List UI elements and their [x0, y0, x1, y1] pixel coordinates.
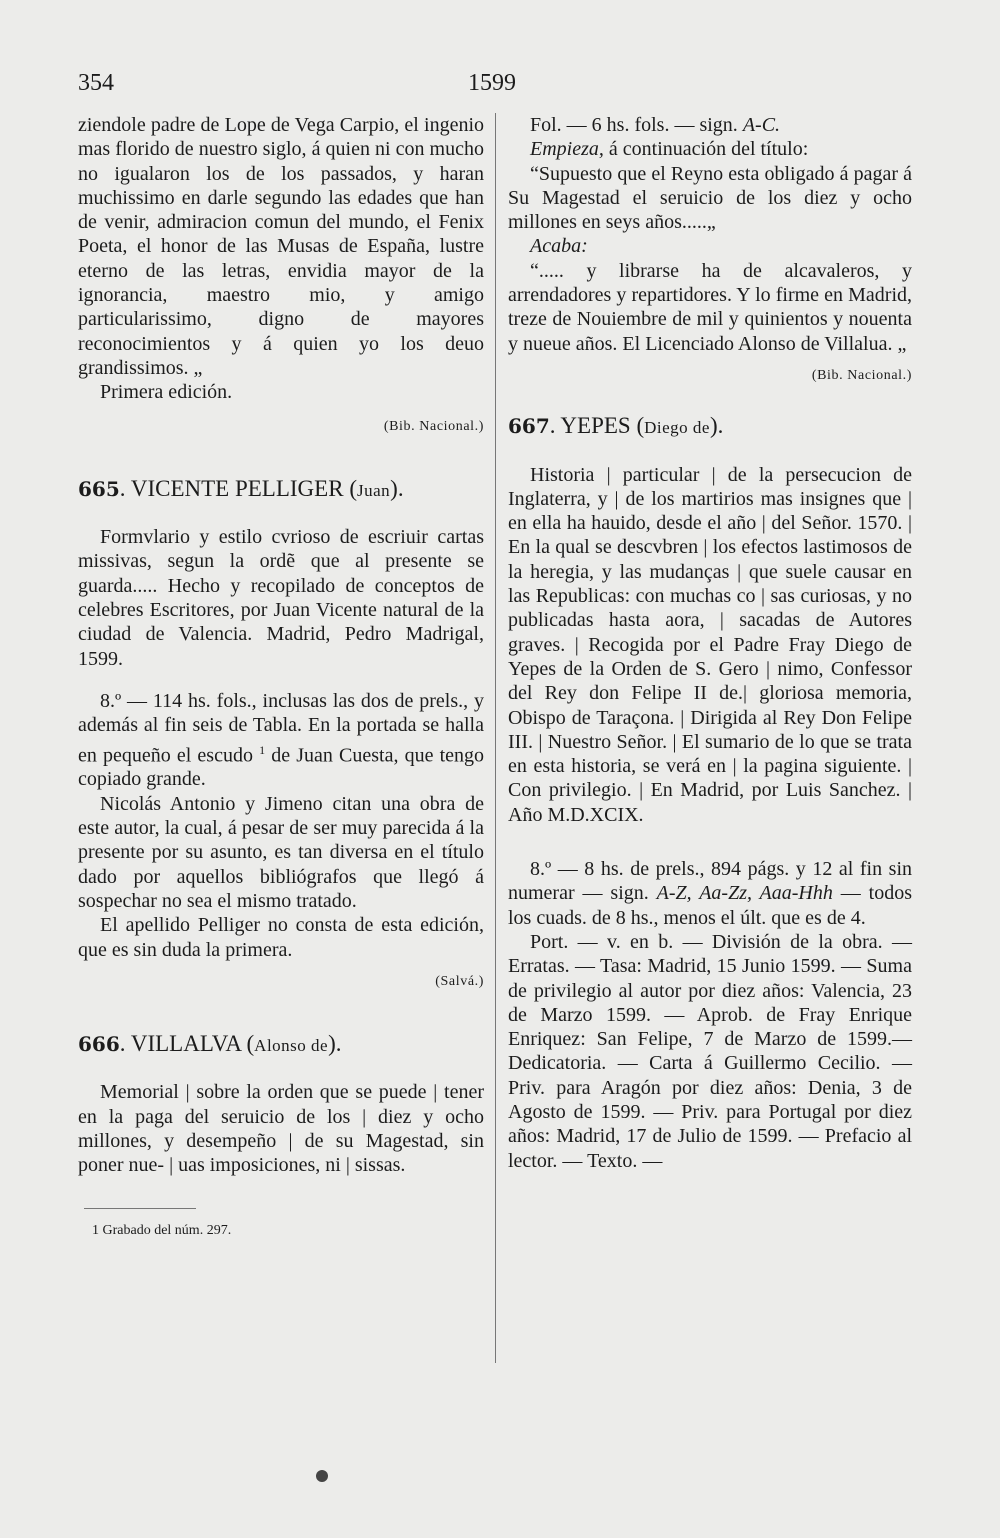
- entry-description: [508, 857, 912, 930]
- page-number: 354: [78, 70, 114, 96]
- edition-note: Primera edición.: [100, 381, 233, 404]
- page-header: [78, 70, 912, 106]
- description-text: 8.º — 8 hs. de prels., 894 págs. y 12 al fin sin numerar — sign.: [508, 858, 912, 905]
- entry-number: 667: [508, 414, 550, 439]
- description-tail: de Juan Cuesta, que tengo copiado grande.: [78, 744, 485, 791]
- explicit-quote: “..... y librarse ha de alcavaleros, y arrendadores y repartidores. Y lo firme en Madrid, treze de Nouiembre de mil y quinientos y nouenta y nueue años. El Licenciado Alonso de Villalua. „: [508, 259, 912, 355]
- incipit-label: Empieza,: [530, 138, 604, 161]
- running-head-year: 1599: [468, 70, 516, 96]
- entry-note: El apellido Pelliger no consta de esta edición, que es sin duda la primera.: [78, 914, 484, 961]
- author-given-name: Alonso de: [254, 1036, 329, 1056]
- author-given-name: Juan: [356, 480, 391, 500]
- entry-description: [78, 689, 484, 792]
- author-surname: VILLALVA: [130, 1031, 241, 1057]
- entry-title: Memorial | sobre la orden que se puede | tener en la paga del seruicio de los | diez y ocho millones, y desempeño | de su Magestad, sin poner nue- | uas imposiciones, ni | sissas.: [78, 1081, 484, 1177]
- entry-heading-667: 667. YEPES (Diego de).: [508, 413, 724, 439]
- source-citation: (Bib. Nacional.): [383, 418, 484, 434]
- incipit-quote: “Supuesto que el Reyno esta obligado á pagar á Su Magestad el seruicio de los diez y ocho millones en seys años.....„: [508, 162, 912, 234]
- description-text: 8.º — 114 hs. fols., inclusas las dos de prels., y además al fin seis de Tabla. En la portada se halla en pequeño el escudo: [78, 689, 484, 767]
- source-citation: (Bib. Nacional.): [811, 367, 912, 383]
- description-tail: — todos los cuads. de 8 hs., menos el últ. que es de 4.: [508, 882, 913, 929]
- entry-heading-666: 666. VILLALVA (Alonso de).: [78, 1031, 342, 1057]
- entry-title: Historia | particular | de la persecucion de Inglaterra, y | de los martirios mas insignes que | en ella ha hauido, desde el año | del Señor. 1570. | En la qual se descvbren | los efectos lastimosos de la heregia, y las mudanças | que suele causar en las Republicas: con muchas co | sas curiosas, y no publicadas hasta aora, | sacadas de Autores graves. | Recogida por el Padre Fray Diego de Yepes de la Orden de S. Gero | nimo, Confessor del Rey don Felipe II de.| gloriosa memoria, Obispo de Taraçona. | Dirigida al Rey Don Felipe III. | Nuestro Señor. | El sumario de lo que se trata en esta historia, se verá en | la pagina siguiente. | Con privilegio. | En Madrid, por Luis Sanchez. | Año M.D.XCIX.: [508, 463, 912, 826]
- explicit-label: Acaba:: [530, 235, 588, 258]
- entry-title: Formvlario y estilo cvrioso de escriuir cartas missivas, segun la ordẽ que al presente se guarda..... Hecho y recopilado de conceptos de celebres Escritores, por Juan Vicente natural de la ciudad de Valencia. Madrid, Pedro Madrigal, 1599.: [78, 526, 484, 670]
- author-given-name: Diego de: [644, 418, 710, 438]
- footnote-ref: 1: [259, 742, 266, 757]
- right-column: [508, 113, 912, 1173]
- footnote-rule: [84, 1208, 196, 1209]
- signature-range: A-Z, Aa-Zz, Aaa-Hhh: [656, 882, 833, 905]
- entry-contents: Port. — v. en b. — División de la obra. — Erratas. — Tasa: Madrid, 15 Junio 1599. — Suma de privilegio al autor por diez años: Valencia, 23 de Marzo 1599. — Aprob. de Fray Enrique Enriquez: San Felipe, 7 de Marzo de 1599.—Dedicatoria. — Carta á Guillermo Cecilio. — Priv. para Aragón por diez años: Denia, 3 de Agosto de 1599. — Priv. para Portugal por diez años: Madrid, 17 de Julio de 1599. — Prefacio al lector. — Texto. —: [508, 930, 912, 1172]
- signature-range: A-C.: [742, 114, 781, 136]
- left-column: [78, 113, 484, 1243]
- author-surname: YEPES: [560, 413, 631, 439]
- entry-number: 666: [78, 1032, 120, 1057]
- entry-number: 665: [78, 476, 120, 501]
- incipit: [508, 137, 912, 161]
- column-divider: [495, 113, 496, 1363]
- footnote: 1 Grabado del núm. 297.: [92, 1222, 232, 1238]
- entry-note: Nicolás Antonio y Jimeno citan una obra de este autor, la cual, á pesar de ser muy parecida á la presente por su asunto, es tan diversa en el título dado por aquellos bibliógrafos que llegó á sospechar no sea el mismo tratado.: [78, 792, 484, 912]
- description-text: Fol. — 6 hs. fols. — sign.: [530, 114, 738, 136]
- continued-description: [508, 113, 912, 137]
- incipit-intro: á continuación del título:: [608, 138, 809, 161]
- source-citation: (Salvá.): [435, 973, 484, 989]
- author-surname: VICENTE PELLIGER: [130, 475, 344, 501]
- entry-heading-665: 665. VICENTE PELLIGER (Juan).: [78, 475, 404, 501]
- ink-blot: [316, 1470, 328, 1482]
- continued-text: ziendole padre de Lope de Vega Carpio, el ingenio mas florido de nuestro siglo, á quien ni con mucho no igualaron los de los passados, y haran muchissimo en darle segundo las edades que han de venir, admiracion comun del mundo, el Fenix Poeta, el honor de las Musas de España, lustre eterno de las letras, envidia mayor de la ignorancia, maestro mio, y amigo particularissimo, digno de mayores reconocimientos y á quien yo los deuo grandissimos. „: [78, 114, 484, 379]
